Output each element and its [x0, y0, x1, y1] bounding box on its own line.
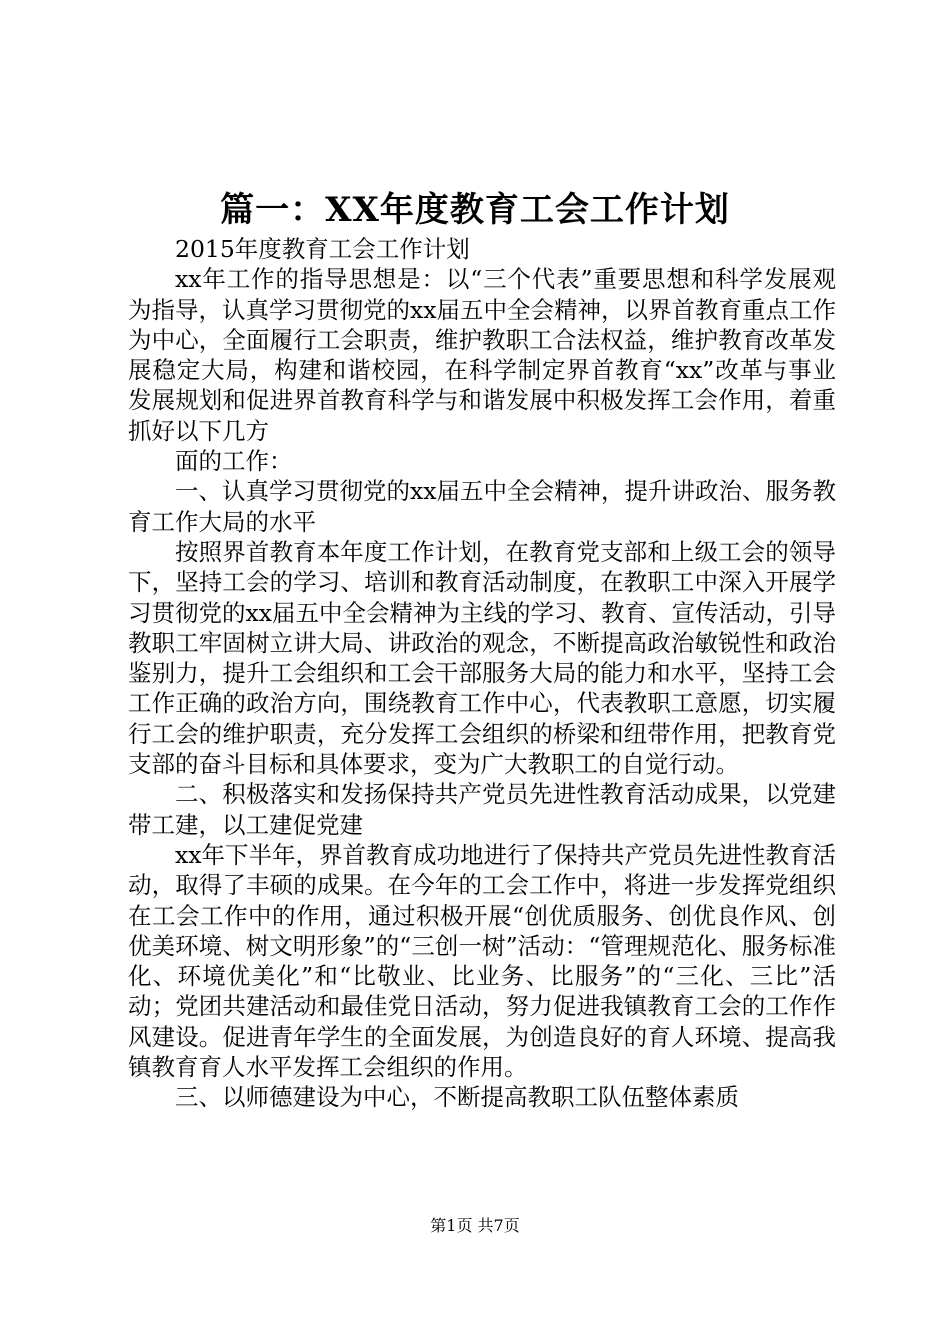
section-heading-1: 一、认真学习贯彻党的xx届五中全会精神，提升讲政治、服务教育工作大局的水平 [128, 477, 837, 536]
page-footer: 第1页 共7页 [430, 1216, 520, 1235]
section-heading-3: 三、以师德建设为中心，不断提高教职工队伍整体素质 [175, 1083, 739, 1112]
paragraph-section-1: 按照界首教育本年度工作计划，在教育党支部和上级工会的领导下，坚持工会的学习、培训和教育活动制度，在教职工中深入开展学习贯彻党的xx届五中全会精神为主线的学习、教育、宣传活动，引导教职工牢固树立讲大局、讲政治的观念，不断提高政治敏锐性和政治鉴别力，提升工会组织和工会干部服务大局的能力和水平，坚持工会工作正确的政治方向，围绕教育工作中心，代表教职工意愿，切实履行工会的维护职责，充分发挥工会组织的桥梁和纽带作用，把教育党支部的奋斗目标和具体要求，变为广大教职工的自觉行动。 [128, 537, 837, 779]
paragraph-guiding-ideology: xx年工作的指导思想是：以“三个代表”重要思想和科学发展观为指导，认真学习贯彻党的xx届五中全会精神，以界首教育重点工作为中心，全面履行工会职责，维护教职工合法权益，维护教育改革发展稳定大局，构建和谐校园，在科学制定界首教育“xx”改革与事业发展规划和促进界首教育科学与和谐发展中积极发挥工会作用，着重抓好以下几方 [128, 265, 837, 445]
paragraph-plan-heading: 2015年度教育工会工作计划 [175, 235, 470, 263]
paragraph-work-aspects: 面的工作： [175, 447, 293, 476]
section-heading-2: 二、积极落实和发扬保持共产党员先进性教育活动成果，以党建带工建，以工建促党建 [128, 780, 836, 839]
paragraph-section-2: xx年下半年，界首教育成功地进行了保持共产党员先进性教育活动，取得了丰硕的成果。在今年的工会工作中，将进一步发挥党组织在工会工作中的作用，通过积极开展“创优质服务、创优良作风、创优美环境、树文明形象”的“三创一树”活动：“管理规范化、服务标准化、环境优美化”和“比敬业、比业务、比服务”的“三化、三比”活动；党团共建活动和最佳党日活动，努力促进我镇教育工会的工作作风建设。促进青年学生的全面发展，为创造良好的育人环境、提高我镇教育育人水平发挥工会组织的作用。 [128, 840, 837, 1082]
document-title: 篇一：XX年度教育工会工作计划 [220, 190, 730, 230]
document-body [128, 234, 836, 1113]
